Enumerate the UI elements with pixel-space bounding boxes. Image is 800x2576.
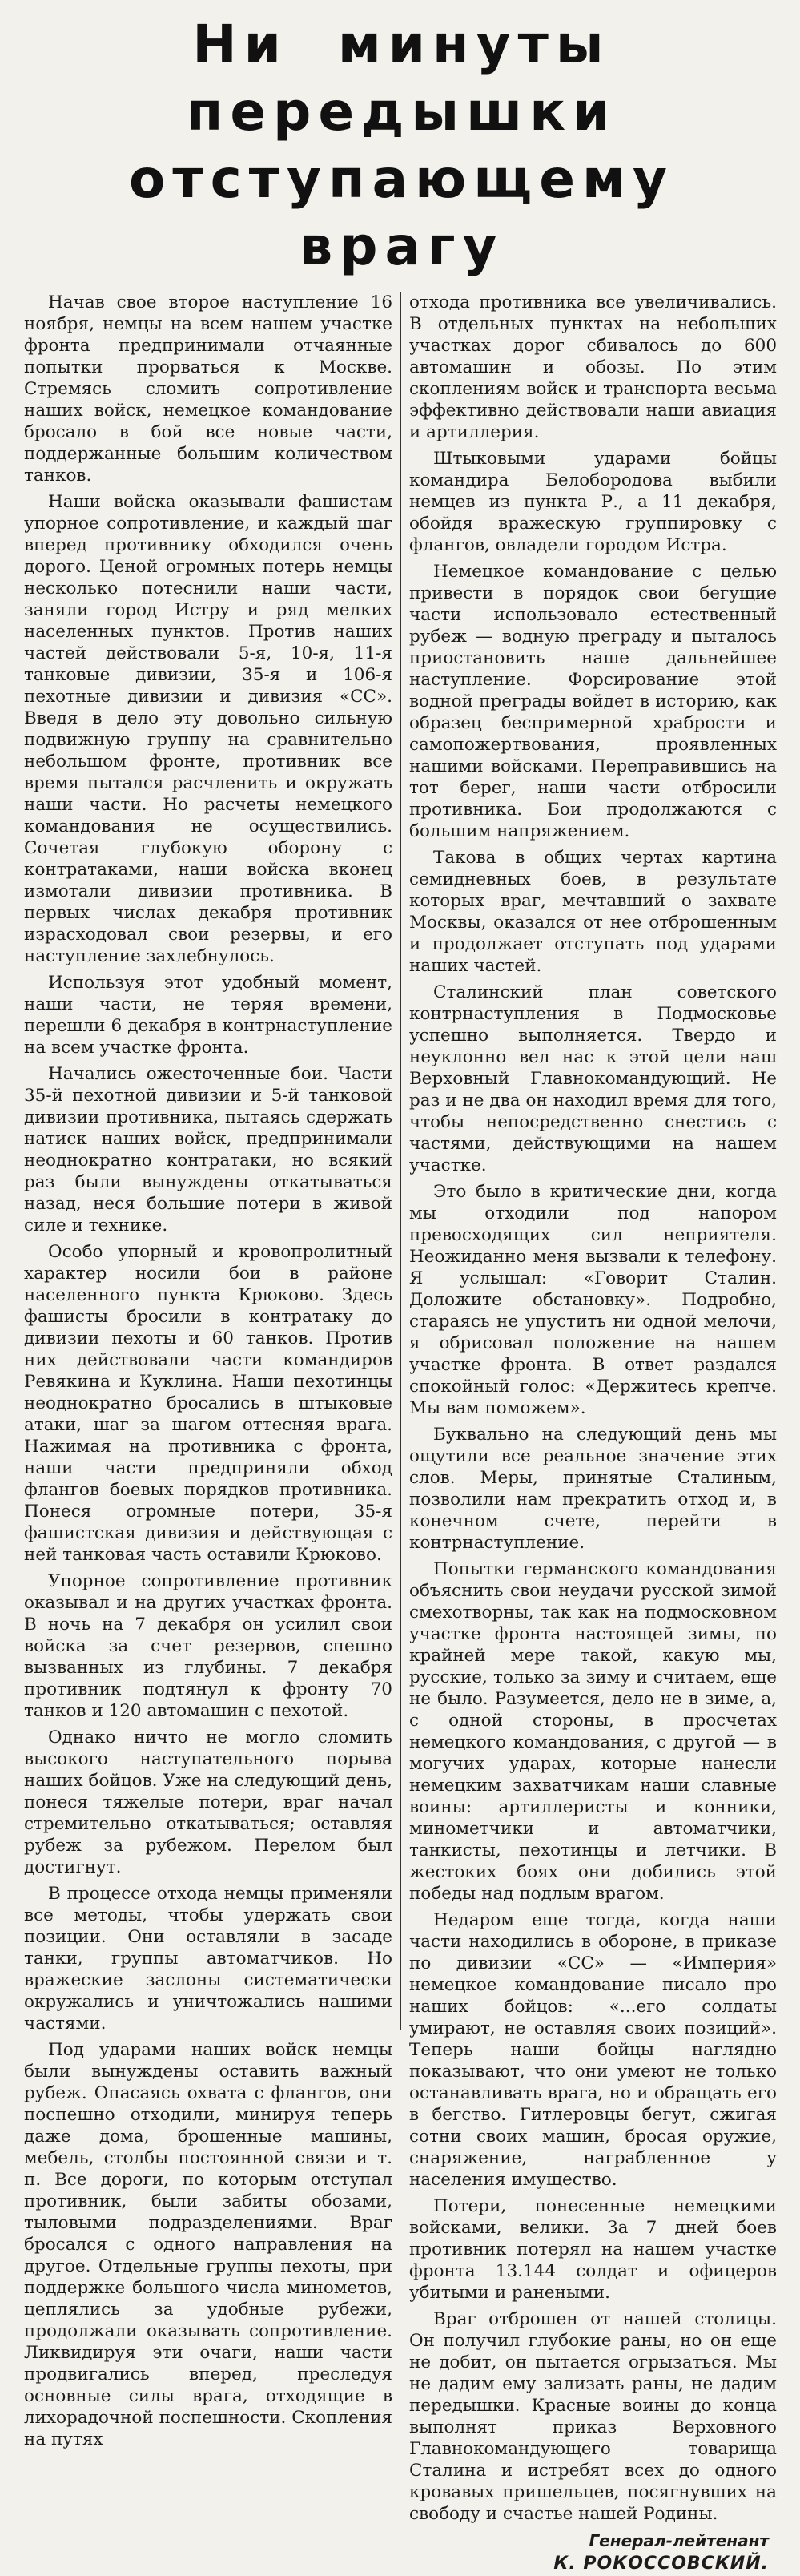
paragraph: Особо упорный и кровопролитный характер носили бои в районе населенного пункта Крюково. Здесь фашисты бросили в контратаку до дивизии пехоты и 60 танков. Против них действовали части командиров Ревякина и Куклина. Наши пехотинцы неоднократно бросались в штыковые атаки, шаг за шагом оттесняя врага. Нажимая на противника с фронта, наши части предприняли обход флангов боевых порядков противника. Понеся огромные потери, 35-я фашистская дивизия и действующая с ней танковая часть оставили Крюково. xyxy=(24,1242,392,1565)
paragraph: Штыковыми ударами бойцы командира Белобородова выбили немцев из пункта Р., а 11 декабря, обойдя вражескую группировку с флангов, овладели городом Истра. xyxy=(409,449,777,555)
paragraph: Используя этот удобный момент, наши части, не теряя времени, перешли 6 декабря в контрнаступление на всем участке фронта. xyxy=(24,973,392,1058)
paragraph: Немецкое командование с целью привести в порядок свои бегущие части использовало естественный рубеж — водную преграду и пыталось приостановить наше дальнейшее наступление. Форсирование этой водной преграды войдет в историю, как образец беспримерной храбрости и самопожертвования, проявленных нашими войсками. Переправившись на тот берег, наши части отбросили противника. Бои продолжаются с большим напряжением. xyxy=(409,562,777,841)
left-column xyxy=(24,292,400,2449)
signature xyxy=(409,2530,777,2576)
paragraph: Под ударами наших войск немцы были вынуждены оставить важный рубеж. Опасаясь охвата с флангов, они поспешно отходили, минируя теперь даже дома, брошенные машины, мебель, столбы постоянной связи и т. п. Все дороги, по которым отступал противник, были забиты обозами, тыловыми подразделениями. Враг бросался с одного направления на другое. Отдельные группы пехоты, при поддержке большого числа минометов, цеплялись за удобные рубежи, продолжали оказывать сопротивление. Ликвидируя эти очаги, наши части продвигались вперед, преследуя основные силы врага, отходящие в лихорадочной поспешности. Скопления на путях xyxy=(24,2040,392,2449)
paragraph: Однако ничто не могло сломить высокого наступательного порыва наших бойцов. Уже на следующий день, понеся тяжелые потери, враг начал стремительно откатываться; оставляя рубеж за рубежом. Перелом был достигнут. xyxy=(24,1727,392,1877)
paragraph: Начав свое второе наступление 16 ноября, немцы на всем нашем участке фронта предпринимали отчаянные попытки прорваться к Москве. Стремясь сломить сопротивление наших войск, немецкое командование бросало в бой все новые части, поддержанные большим количеством танков. xyxy=(24,292,392,486)
author-name: К. РОКОССОВСКИЙ. xyxy=(553,2554,769,2574)
headline-line-2: отступающему врагу xyxy=(129,148,674,277)
paragraph: Наши войска оказывали фашистам упорное сопротивление, и каждый шаг вперед противнику обходился очень дорого. Ценой огромных потерь немцы несколько потеснили наши части, заняли город Истру и ряд мелких населенных пунктов. Против наших частей действовали 5-я, 10-я, 11-я танковые дивизии, 35-я и 106-я пехотные дивизии и дивизия «СС». Введя в дело эту довольно сильную подвижную группу на сравнительно небольшом фронте, противник все время пытался расчленить и окружать наши части. Но расчеты немецкого командования не осуществились. Сочетая глубокую оборону с контратаками, наши войска вконец измотали дивизии противника. В первых числах декабря противник израсходовал свои резервы, и его наступление захлебнулось. xyxy=(24,492,392,966)
paragraph: Попытки германского командования объяснить свои неудачи русской зимой смехотворны, так как на подмосковном участке фронта настоящей зимы, по крайней мере такой, какую мы, русские, только за зиму и считаем, еще не было. Разумеется, дело не в зиме, а, с одной стороны, в просчетах немецкого командования, с другой — в могучих ударах, которые нанесли немецким захватчикам наши славные воины: артиллеристы и конники, минометчики и автоматчики, танкисты, пехотинцы и летчики. В жестоких боях они добились этой победы над подлым врагом. xyxy=(409,1559,777,1904)
paragraph: Недаром еще тогда, когда наши части находились в обороне, в приказе по дивизии «СС» — «Империя» немецкое командование писало про наших бойцов: «...его солдаты умирают, не оставляя своих позиций». Теперь наши бойцы наглядно показывают, что они умеют не только останавливать врага, но и обращать его в бегство. Гитлеровцы бегут, сжигая сотни своих машин, бросая оружие, снаряжение, награбленное у населения имущество. xyxy=(409,1910,777,2190)
paragraph: Упорное сопротивление противник оказывал и на других участках фронта. В ночь на 7 декабря он усилил свои войска за счет резервов, спешно вызванных из глубины. 7 декабря противник подтянул к фронту 70 танков и 120 автомашин с пехотой. xyxy=(24,1571,392,1721)
paragraph: отхода противника все увеличивались. В отдельных пунктах на небольших участках дорог сбивалось до 600 автомашин и обозы. По этим скоплениям войск и транспорта весьма эффективно действовали наши авиация и артиллерия. xyxy=(409,292,777,442)
paragraph: Начались ожесточенные бои. Части 35-й пехотной дивизии и 5-й танковой дивизии противника, пытаясь сдержать натиск наших войск, предпринимали неоднократно контратаки, но всякий раз были вынуждены откатываться назад, неся большие потери в живой силе и технике. xyxy=(24,1064,392,1236)
right-column xyxy=(400,292,777,2574)
paragraph: Это было в критические дни, когда мы отходили под напором превосходящих сил неприятеля. Неожиданно меня вызвали к телефону. Я услышал: «Говорит Сталин. Доложите обстановку». Подробно, стараясь не упустить ни одной мелочи, я обрисовал положение на нашем участке фронта. В ответ раздался спокойный голос: «Держитесь крепче. Мы вам поможем». xyxy=(409,1182,777,1418)
paragraph: Буквально на следующий день мы ощутили все реальное значение этих слов. Меры, принятые Сталиным, позволили нам прекратить отход и, в конечном счете, перейти в контрнаступление. xyxy=(409,1425,777,1553)
headline-line-1: Ни минуты передышки xyxy=(186,14,617,143)
paragraph: Сталинский план советского контрнаступления в Подмосковье успешно выполняется. Твердо и неуклонно вел нас к этой цели наш Верховный Главнокомандующий. Не раз и не два он находил время для того, чтобы непосредственно снестись с частями, действующими на нашем участке. xyxy=(409,982,777,1175)
author-rank: Генерал-лейтенант xyxy=(589,2531,769,2550)
paragraph: Враг отброшен от нашей столицы. Он получил глубокие раны, но он еще не добит, он пытается огрызаться. Мы не дадим ему зализать раны, не дадим передышки. Красные воины до конца выполнят приказ Верховного Главнокомандующего товарища Сталина и истребят всех до одного кровавых пришельцев, посягнувших на свободу и счастье нашей Родины. xyxy=(409,2309,777,2524)
paragraph: Такова в общих чертах картина семидневных боев, в результате которых враг, мечтавший о захвате Москвы, оказался от нее отброшенным и продолжает отступать под ударами наших частей. xyxy=(409,848,777,976)
article-columns xyxy=(24,292,779,2574)
paragraph: Потери, понесенные немецкими войсками, велики. За 7 дней боев противник потерял на нашем участке фронта 13.144 солдат и офицеров убитыми и ранеными. xyxy=(409,2196,777,2303)
paragraph: В процессе отхода немцы применяли все методы, чтобы удержать свои позиции. Они оставляли в засаде танки, группы автоматчиков. Но вражеские заслоны систематически окружались и уничтожались нашими частями. xyxy=(24,1884,392,2034)
headline xyxy=(24,11,779,280)
